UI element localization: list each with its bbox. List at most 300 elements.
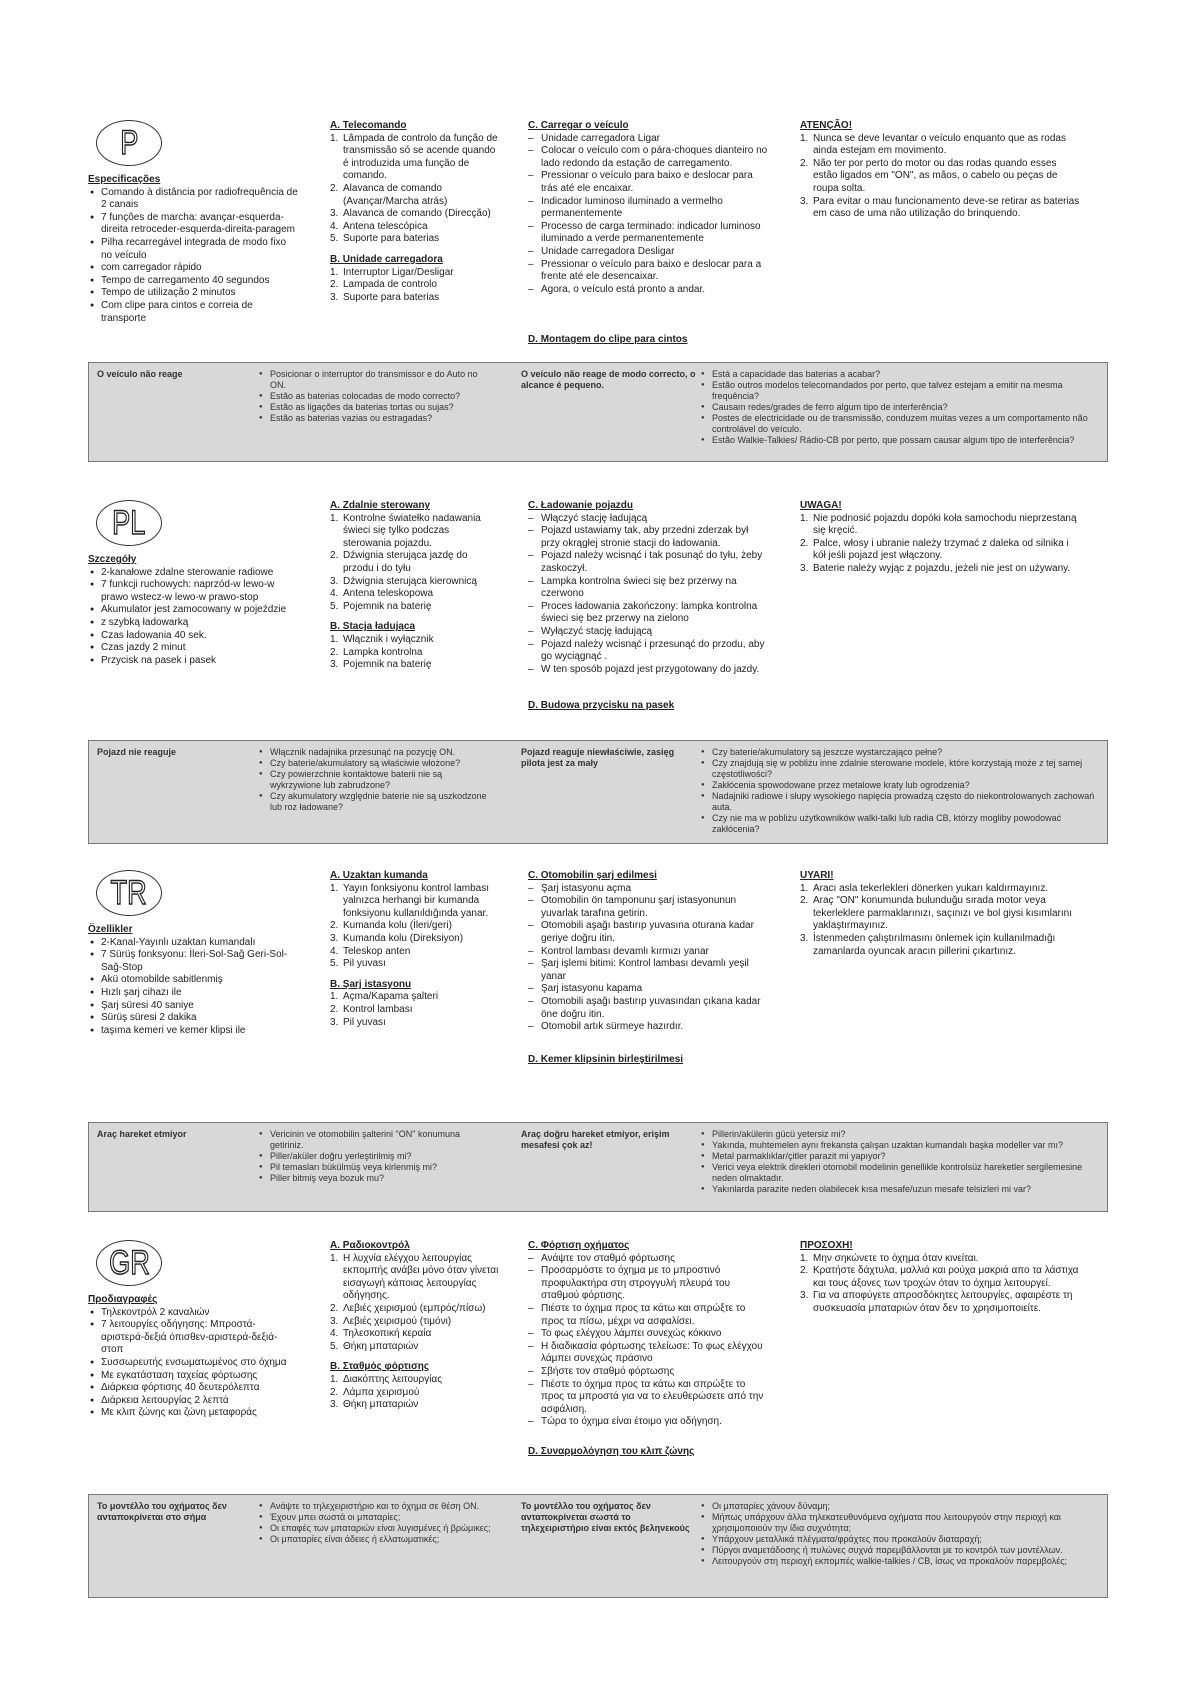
specification-item: ● Com clipe para cintos e correia de transporte: [88, 300, 298, 325]
item-number: 4.: [330, 588, 339, 600]
charging-steps: [528, 513, 768, 677]
item-text: Kontrol lambası: [343, 1003, 413, 1015]
item-number: 1.: [330, 882, 339, 894]
item-number: 3.: [800, 932, 809, 944]
problem-label: Το μοντέλλο του οχήματος δεν ανταποκρίνεται σωστά το τηλεχειριστήριο είναι εκτός βεληνεκούς: [521, 1501, 690, 1533]
item-text: Lâmpada de controlo da função de transmissão só se acende quando é introduzida uma função de comando.: [343, 132, 498, 182]
specification-item: ● Με εγκατάσταση ταχείας φόρτωσης: [88, 1370, 298, 1383]
check-item: ● Verici veya elektrik direkleri otomobil modelinin genellikle kontrolsüz hareketler sergilemesine neden olmaktadır.: [699, 1162, 1099, 1184]
components-column: [330, 870, 500, 1029]
warning-list: [800, 883, 1080, 959]
item-number: 2.: [800, 895, 809, 907]
item-number: 3.: [330, 1399, 339, 1411]
charging-unit-item: [330, 991, 500, 1004]
charging-step: – Colocar o veículo com o pára-choques dianteiro no lado redondo da estação de carregamento.: [528, 145, 768, 170]
item-number: 1.: [800, 132, 809, 144]
language-badge: [96, 1240, 162, 1286]
item-text: Dźwignia sterująca jazdę do przodu i do tyłu: [343, 550, 468, 574]
specifications-list: [88, 1307, 298, 1420]
specification-item: ● Διάρκεια λειτουργίας 2 λεπτά: [88, 1395, 298, 1408]
warning-title: ATENÇÃO!: [800, 120, 853, 131]
belt-clip-title: D. Budowa przycisku na pasek: [528, 700, 675, 711]
language-code: PL: [112, 504, 146, 542]
charging-unit-item: [330, 1017, 500, 1030]
charging-step: – W ten sposób pojazd jest przygotowany do jazdy.: [528, 664, 768, 677]
language-badge: [96, 500, 162, 546]
item-text: Lampka kontrolna: [343, 646, 423, 658]
problem-label: Pojazd reaguje niewłaściwie, zasięg pilota jest za mały: [521, 747, 675, 768]
remote-control-item: [330, 513, 500, 551]
item-number: 2.: [330, 1386, 339, 1398]
remote-control-title: A. Telecomando: [330, 120, 407, 131]
specifications-title: Szczegóły: [88, 554, 137, 565]
check-item: ● Οι μπαταρίες χάνουν δύναμη;: [699, 1501, 1099, 1512]
check-item: ● Postes de electricidade ou de transmissão, conduzem muitas vezes a um comportamento não controlável do veículo.: [699, 413, 1099, 435]
item-text: Nunca se deve levantar o veículo enquanto que as rodas ainda estejam em movimento.: [813, 132, 1066, 157]
item-number: 5.: [330, 233, 339, 245]
item-text: Kumanda kolu (İleri/geri): [343, 920, 452, 932]
charging-column: [528, 500, 768, 676]
problem-label: Araç hareket etmiyor: [97, 1129, 187, 1139]
specification-item: ● Τηλεκοντρόλ 2 καναλιών: [88, 1307, 298, 1320]
remote-control-item: [330, 933, 500, 946]
item-text: Alavanca de comando (Avançar/Marcha atrás): [343, 182, 448, 207]
warning-column: [800, 1240, 1080, 1316]
language-badge: [96, 870, 162, 916]
item-number: 1.: [330, 132, 339, 144]
charging-step: – Unidade carregadora Ligar: [528, 133, 768, 146]
item-number: 2.: [330, 1003, 339, 1015]
specification-item: ● 7 Sürüş fonksyonu: İleri-Sol-Sağ Geri-Sol-Sağ-Stop: [88, 949, 298, 974]
charging-unit-item: [330, 1374, 500, 1387]
warning-item: [800, 538, 1080, 563]
charging-step: – Τώρα το όχημα είναι έτοιμο για οδήγηση.: [528, 1416, 768, 1429]
specifications-column: [88, 554, 298, 667]
specifications-title: Especificações: [88, 174, 161, 185]
charging-unit-item: [330, 1399, 500, 1412]
charging-step: – Pojazd ustawiamy tak, aby przedni zderzak był przy okrągłej stronie stacji do ładowania.: [528, 525, 768, 550]
charging-step: – Σβήστε τον σταθμό φόρτωσης: [528, 1366, 768, 1379]
language-code: TR: [110, 874, 148, 912]
item-number: 3.: [800, 562, 809, 574]
check-item: ● Posicionar o interruptor do transmissor e do Auto no ON.: [257, 369, 491, 391]
item-number: 3.: [330, 575, 339, 587]
remote-control-item: [330, 1328, 500, 1341]
specification-item: ● 2-kanałowe zdalne sterowanie radiowe: [88, 567, 298, 580]
specification-item: ● Pilha recarregável integrada de modo fixo no veículo: [88, 237, 298, 262]
item-number: 1.: [330, 266, 339, 278]
remote-control-item: [330, 208, 500, 221]
problem-checklist: [699, 1501, 1099, 1567]
check-item: ● Causam redes/grades de ferro algum tipo de interferência?: [699, 402, 1099, 413]
item-text: Antena teleskopowa: [343, 588, 434, 600]
warning-title: UYARI!: [800, 870, 834, 881]
warning-column: [800, 500, 1080, 576]
item-text: Τηλεσκοπική κεραία: [343, 1328, 432, 1340]
spacer: [330, 1353, 500, 1361]
problem-checklist: [257, 1501, 491, 1545]
troubleshooting-box: [88, 1494, 1108, 1598]
charging-step: – Şarj istasyonu kapama: [528, 983, 768, 996]
remote-control-title: A. Uzaktan kumanda: [330, 870, 428, 881]
item-text: Yayın fonksiyonu kontrol lambası yalnızca herhangi bir kumanda fonksiyonu kullanıldığında yanar.: [343, 882, 490, 919]
item-text: Pojemnik na baterię: [343, 659, 432, 671]
item-text: Interruptor Ligar/Desligar: [343, 266, 454, 278]
item-text: Η λυχνία ελέγχου λειτουργίας εκπομπής ανάβει μόνο όταν γίνεται εισαγωγή κάποιας λειτουργίας οδήγησης.: [343, 1252, 499, 1302]
check-item: ● Nadajniki radiowe i słupy wysokiego napięcia prowadzą często do niekontrolowanych zachowań auta.: [699, 791, 1099, 813]
belt-clip-title: D. Montagem do clipe para cintos: [528, 334, 688, 345]
remote-control-item: [330, 233, 500, 246]
item-text: Θήκη μπαταριών: [343, 1340, 419, 1352]
check-item: ● Estão outros modelos telecomandados por perto, que talvez estejam a emitir na mesma frequência?: [699, 380, 1099, 402]
specifications-column: [88, 924, 298, 1037]
warning-title: UWAGA!: [800, 500, 842, 511]
item-text: Θήκη μπαταριών: [343, 1399, 419, 1411]
check-item: ● Yakında, muhtemelen aynı frekansta çalışan uzaktan kumandalı başka modeller var mı?: [699, 1140, 1099, 1151]
charging-step: – Indicador luminoso iluminado a vermelho permanentemente: [528, 196, 768, 221]
item-number: 2.: [330, 646, 339, 658]
item-number: 3.: [330, 1016, 339, 1028]
item-number: 1.: [800, 512, 809, 524]
warning-item: [800, 883, 1080, 896]
item-text: Palce, włosy i ubranie należy trzymać z daleka od silnika i kół jeśli pojazd jest włączony.: [813, 537, 1069, 562]
check-item: ● Włącznik nadajnika przesunąć na pozycję ON.: [257, 747, 491, 758]
charging-unit-item: [330, 1387, 500, 1400]
charging-step: – Πιέστε το όχημα προς τα κάτω και σπρώξτε το προς τα πίσω, μέχρι να ασφαλίσει.: [528, 1303, 768, 1328]
item-number: 2.: [330, 550, 339, 562]
charging-step: – Şarj işlemi bitimi: Kontrol lambası devamlı yeşil yanar: [528, 958, 768, 983]
specification-item: ● Tempo de utilização 2 minutos: [88, 287, 298, 300]
item-text: Κρατήστε δάχτυλα, μαλλιά και ρούχα μακριά απο τα λάστιχα και τους άξονες των τροχών όταν το όχημα λειτουργεί.: [813, 1265, 1079, 1289]
problem-label: O veículo não reage: [97, 369, 183, 379]
item-number: 3.: [800, 1290, 809, 1302]
warning-item: [800, 563, 1080, 576]
check-item: ● Υπάρχουν μεταλλικά πλέγματα/φράχτες που προκαλούν διαταραχή;: [699, 1534, 1099, 1545]
item-text: Não ter por perto do motor ou das rodas quando esses estão ligados em "ON", as mãos, o cabelo ou peças de roupa solta.: [813, 157, 1058, 194]
remote-control-list: [330, 883, 500, 971]
problem-checklist: [699, 1129, 1099, 1195]
specification-item: ● 7 λειτουργίες οδήγησης: Μπροστά-αριστερά-δεξιά όπισθεν-αριστερά-δεξιά-στοπ: [88, 1319, 298, 1357]
remote-control-item: [330, 133, 500, 183]
item-number: 5.: [330, 1340, 339, 1352]
specification-item: ● Tempo de carregamento 40 segundos: [88, 275, 298, 288]
remote-control-item: [330, 883, 500, 921]
belt-clip-title: D. Συναρμολόγηση του κλιπ ζώνης: [528, 1446, 695, 1457]
charging-title: C. Otomobilin şarj edilmesi: [528, 870, 657, 881]
item-number: 5.: [330, 600, 339, 612]
charging-unit-title: B. Şarj istasyonu: [330, 978, 412, 990]
charging-unit-item: [330, 1004, 500, 1017]
item-text: Alavanca de comando (Direcção): [343, 208, 491, 220]
components-column: [330, 1240, 500, 1412]
item-text: Açma/Kapama şalteri: [343, 991, 439, 1003]
charging-steps: [528, 1253, 768, 1429]
item-number: 1.: [330, 1373, 339, 1385]
check-item: ● Czy znajdują się w pobliżu inne zdalnie sterowane modele, które korzystają może z tej samej częstotliwości?: [699, 758, 1099, 780]
remote-control-item: [330, 958, 500, 971]
language-code: GR: [108, 1244, 150, 1282]
item-number: 5.: [330, 958, 339, 970]
item-number: 1.: [330, 1252, 339, 1264]
item-text: Dźwignia sterująca kierownicą: [343, 575, 477, 587]
item-number: 3.: [800, 195, 809, 207]
remote-control-item: [330, 1253, 500, 1303]
item-text: Διακόπτης λειτουργίας: [343, 1373, 443, 1385]
charging-unit-item: [330, 267, 500, 280]
warning-column: [800, 870, 1080, 958]
charging-column: [528, 120, 768, 296]
specifications-title: Özellikler: [88, 924, 133, 935]
problem-label: Το μοντέλλο του οχήματος δεν ανταποκρίνεται στο σήμα: [97, 1501, 227, 1522]
item-number: 1.: [330, 633, 339, 645]
item-text: Włącznik i wyłącznik: [343, 633, 434, 645]
item-text: Pil yuvası: [343, 958, 386, 970]
charging-step: – Otomobil artık sürmeye hazırdır.: [528, 1021, 768, 1034]
remote-control-title: A. Zdalnie sterowany: [330, 500, 431, 511]
check-item: ● Pil temasları bükülmüş veya kirlenmiş mi?: [257, 1162, 491, 1173]
specifications-column: [88, 1294, 298, 1420]
check-item: ● Estão as baterias colocadas de modo correcto?: [257, 391, 491, 402]
check-item: ● Czy powierzchnie kontaktowe baterii nie są wykrzywione lub zabrudzone?: [257, 769, 491, 791]
specification-item: ● Akü otomobilde sabitlenmiş: [88, 974, 298, 987]
troubleshooting-box: [88, 1122, 1108, 1212]
specifications-list: [88, 187, 298, 326]
charging-step: – Processo de carga terminado: indicador luminoso iluminado a verde permanentemente: [528, 221, 768, 246]
warning-item: [800, 158, 1080, 196]
specification-item: ● Przycisk na pasek i pasek: [88, 655, 298, 668]
specification-item: ● Czas jazdy 2 minut: [88, 642, 298, 655]
item-text: Lampada de controlo: [343, 279, 437, 291]
charging-unit-list: [330, 634, 500, 672]
check-item: ● Πύργοι αναμετάδοσης ή πυλώνες συχνά παρεμβάλλονται με το κοντρόλ των μοντέλλων.: [699, 1545, 1099, 1556]
item-text: Antena telescópica: [343, 220, 428, 232]
warning-item: [800, 513, 1080, 538]
item-number: 1.: [330, 512, 339, 524]
item-text: Λάμπα χειρισμού: [343, 1386, 420, 1398]
remote-control-title: A. Ραδιοκοντρόλ: [330, 1240, 410, 1251]
item-number: 2.: [330, 920, 339, 932]
specification-item: ● Comando à distância por radiofrequência de 2 canais: [88, 187, 298, 212]
specification-item: ● 2-Kanal-Yayınlı uzaktan kumandalı: [88, 937, 298, 950]
item-number: 3.: [330, 291, 339, 303]
item-number: 1.: [800, 882, 809, 894]
item-text: Λεβιές χειρισμού (τιμόνι): [343, 1315, 452, 1327]
warning-item: [800, 1290, 1080, 1315]
charging-step: – Η διαδικασία φόρτωσης τελείωσε: Το φως ελέγχου λάμπει συνεχώς πράσινο: [528, 1341, 768, 1366]
specification-item: ● z szybką ładowarką: [88, 617, 298, 630]
item-number: 2.: [800, 537, 809, 549]
warning-item: [800, 895, 1080, 933]
check-item: ● Estão as baterias vazias ou estragadas?: [257, 413, 491, 424]
problem-checklist: [257, 1129, 491, 1184]
check-item: ● Czy akumulatory względnie baterie nie są uszkodzone lub roz ładowane?: [257, 791, 491, 813]
charging-step: – Lampka kontrolna świeci się bez przerwy na czerwono: [528, 576, 768, 601]
charging-unit-list: [330, 991, 500, 1029]
problem-checklist: [699, 747, 1099, 835]
charging-step: – Προσαρμόστε το όχημα με το μπροστινό προφυλακτήρα στη στρογγυλή πλευρά του σταθμού φόρτισης.: [528, 1265, 768, 1303]
check-item: ● Λειτουργούν στη περιοχή εκπομπές walkie-talkies / CB, ίσως να προκαλούν παρεμβολές;: [699, 1556, 1099, 1567]
charging-unit-list: [330, 1374, 500, 1412]
check-item: ● Οι επαφές των μπαταριών είναι λυγισμένες ή βρώμικες;: [257, 1523, 491, 1534]
charging-step: – Otomobili aşağı bastırıp yuvasından çıkana kadar öne doğru itin.: [528, 996, 768, 1021]
warning-item: [800, 133, 1080, 158]
specification-item: ● Şarj süresi 40 saniye: [88, 1000, 298, 1013]
remote-control-list: [330, 133, 500, 246]
item-text: Para evitar o mau funcionamento deve-se retirar as baterias em caso de uma não utilização do brinquendo.: [813, 195, 1080, 220]
charging-step: – Pressionar o veículo para baixo e deslocar para a frente até ele desencaixar.: [528, 259, 768, 284]
item-text: Pojemnik na baterię: [343, 600, 432, 612]
charging-unit-title: B. Σταθμός φόρτισης: [330, 1361, 430, 1373]
check-item: ● Czy baterie/akumulatory są jeszcze wystarczająco pełne?: [699, 747, 1099, 758]
charging-steps: [528, 883, 768, 1034]
charging-step: – Wyłączyć stację ładującą: [528, 626, 768, 639]
check-item: ● Yakınlarda parazite neden olabilecek kısa mesafe/uzun mesafe telsizleri mi var?: [699, 1184, 1099, 1195]
problem-label: O veículo não reage de modo correcto, o alcance é pequeno.: [521, 369, 696, 390]
remote-control-item: [330, 221, 500, 234]
item-text: Aracı asla tekerlekleri dönerken yukarı kaldırmayınız.: [813, 882, 1049, 894]
charging-step: – Pojazd należy wcisnąć i tak posunąć do tyłu, żeby zaskoczył.: [528, 550, 768, 575]
remote-control-item: [330, 946, 500, 959]
item-text: Pil yuvası: [343, 1016, 386, 1028]
item-number: 2.: [330, 279, 339, 291]
remote-control-item: [330, 588, 500, 601]
check-item: ● Vericinin ve otomobilin şalterini "ON" konumuna getiriniz.: [257, 1129, 491, 1151]
charging-step: – Proces ładowania zakończony: lampka kontrolna świeci się bez przerwy na zielono: [528, 601, 768, 626]
warning-list: [800, 513, 1080, 576]
warning-list: [800, 1253, 1080, 1316]
item-text: Μην σηκώνετε το όχημα όταν κινείται.: [813, 1252, 979, 1264]
charging-step: – Otomobili aşağı bastırıp yuvasına oturana kadar geriye doğru itin.: [528, 920, 768, 945]
charging-unit-item: [330, 292, 500, 305]
charging-step: – Şarj istasyonu açma: [528, 883, 768, 896]
check-item: ● Está a capacidade das baterias a acabar?: [699, 369, 1099, 380]
charging-step: – Otomobilin ön tamponunu şarj istasyonunun yuvarlak tarafına getirin.: [528, 895, 768, 920]
spacer: [330, 246, 500, 254]
item-text: Teleskop anten: [343, 945, 411, 957]
components-column: [330, 500, 500, 672]
charging-unit-item: [330, 647, 500, 660]
item-text: Nie podnosić pojazdu dopóki koła samochodu nieprzestaną się kręcić.: [813, 512, 1077, 537]
spacer: [330, 613, 500, 621]
charging-unit-title: B. Unidade carregadora: [330, 253, 443, 265]
specifications-column: [88, 174, 298, 325]
problem-checklist: [257, 747, 491, 813]
remote-control-item: [330, 1341, 500, 1354]
warning-item: [800, 196, 1080, 221]
check-item: ● Czy nie ma w pobliżu użytkowników walki-talki lub radia CB, którzy mogliby powodować zakłócenia?: [699, 813, 1099, 835]
check-item: ● Μήπως υπάρχουν άλλα τηλεκατευθυνόμενα οχήματα που λειτουργούν στην περιοχή και χρησιμοποιούν την ίδια συχνότητα;: [699, 1512, 1099, 1534]
charging-title: C. Carregar o veículo: [528, 120, 629, 131]
item-text: İstenmeden çalıştırılmasını önlemek için kullanılmadığı zamanlarda oyuncak aracın pillerini çıkartınız.: [813, 932, 1056, 957]
check-item: ● Piller/aküler doğru yerleştirilmiş mi?: [257, 1151, 491, 1162]
charging-step: – Agora, o veículo está pronto a andar.: [528, 284, 768, 297]
warning-column: [800, 120, 1080, 221]
charging-step: – Kontrol lambası devamlı kırmızı yanar: [528, 946, 768, 959]
item-text: Για να αποφύγετε απροσδόκητες λειτουργίες, αφαιρέστε τη συσκευασία μπαταριών όταν δεν το χρησιμοποιείτε.: [813, 1290, 1073, 1314]
charging-unit-title: B. Stacja ładująca: [330, 621, 416, 633]
charging-step: – Pressionar o veículo para baixo e deslocar para trás até ele encaixar.: [528, 170, 768, 195]
warning-list: [800, 133, 1080, 221]
language-badge: [96, 120, 162, 166]
specifications-list: [88, 937, 298, 1038]
check-item: ● Έχουν μπει σωστά οι μπαταρίες;: [257, 1512, 491, 1523]
specification-item: ● Czas ładowania 40 sek.: [88, 630, 298, 643]
remote-control-item: [330, 601, 500, 614]
remote-control-item: [330, 550, 500, 575]
specification-item: ● 7 funkcji ruchowych: naprzód-w lewo-w prawo wstecz-w lewo-w prawo-stop: [88, 579, 298, 604]
components-column: [330, 120, 500, 304]
item-text: Suporte para baterias: [343, 233, 440, 245]
specification-item: ● com carregador rápido: [88, 262, 298, 275]
remote-control-list: [330, 1253, 500, 1354]
remote-control-list: [330, 513, 500, 614]
check-item: ● Zakłócenia spowodowane przez metalowe kraty lub ogrodzenia?: [699, 780, 1099, 791]
item-number: 2.: [330, 182, 339, 194]
warning-item: [800, 933, 1080, 958]
item-number: 1.: [330, 991, 339, 1003]
item-number: 3.: [330, 1315, 339, 1327]
problem-label: Araç doğru hareket etmiyor, erişim mesafesi çok az!: [521, 1129, 670, 1150]
troubleshooting-box: [88, 740, 1108, 844]
charging-column: [528, 870, 768, 1034]
remote-control-item: [330, 920, 500, 933]
item-number: 3.: [330, 208, 339, 220]
charging-unit-item: [330, 659, 500, 672]
specification-item: ● Με κλιπ ζώνης και ζώνη μεταφοράς: [88, 1407, 298, 1420]
charging-title: C. Φόρτιση οχήματος: [528, 1240, 630, 1251]
item-text: Suporte para baterias: [343, 291, 440, 303]
charging-step: – Πιέστε το όχημα προς τα κάτω και σπρώξτε το προς τα μπροστά για να το ελευθερώσετε από την ασφάλιση.: [528, 1379, 768, 1417]
check-item: ● Metal parmaklıklar/çitler parazit mi yapıyor?: [699, 1151, 1099, 1162]
remote-control-item: [330, 1316, 500, 1329]
specification-item: ● Akumulator jest zamocowany w pojeździe: [88, 604, 298, 617]
item-number: 2.: [800, 157, 809, 169]
item-number: 3.: [330, 932, 339, 944]
charging-unit-item: [330, 634, 500, 647]
specification-item: ● Sürüş süresi 2 dakika: [88, 1012, 298, 1025]
troubleshooting-box: [88, 362, 1108, 462]
item-number: 2.: [800, 1265, 809, 1277]
check-item: ● Estão as ligações da baterias tortas ou sujas?: [257, 402, 491, 413]
charging-column: [528, 1240, 768, 1429]
specification-item: ● Hızlı şarj cihazı ile: [88, 987, 298, 1000]
problem-checklist: [257, 369, 491, 424]
warning-item: [800, 1265, 1080, 1290]
specifications-list: [88, 567, 298, 668]
charging-unit-item: [330, 279, 500, 292]
warning-title: ΠΡΟΣΟΧΗ!: [800, 1240, 853, 1251]
check-item: ● Piller bitmiş veya bozuk mu?: [257, 1173, 491, 1184]
item-number: 2.: [330, 1302, 339, 1314]
check-item: ● Ανάψτε το τηλεχειριστήριο και το όχημα σε θέση ON.: [257, 1501, 491, 1512]
problem-label: Pojazd nie reaguje: [97, 747, 177, 757]
item-text: Kumanda kolu (Direksiyon): [343, 932, 464, 944]
remote-control-item: [330, 183, 500, 208]
charging-step: – Włączyć stację ładującą: [528, 513, 768, 526]
remote-control-item: [330, 1303, 500, 1316]
warning-item: [800, 1253, 1080, 1266]
item-number: 3.: [330, 659, 339, 671]
belt-clip-title: D. Kemer klipsinin birleştirilmesi: [528, 1054, 684, 1065]
charging-title: C. Ładowanie pojazdu: [528, 500, 634, 511]
check-item: ● Czy baterie/akumulatory są właściwie włożone?: [257, 758, 491, 769]
charging-step: – Το φως ελέγχου λάμπει συνεχώς κόκκινο: [528, 1328, 768, 1341]
spacer: [330, 971, 500, 979]
charging-step: – Ανάψτε τον σταθμό φόρτωσης: [528, 1253, 768, 1266]
specifications-title: Προδιαγραφές: [88, 1294, 158, 1305]
item-number: 1.: [800, 1252, 809, 1264]
specification-item: ● 7 funções de marcha: avançar-esquerda-direita retroceder-esquerda-direita-paragem: [88, 212, 298, 237]
